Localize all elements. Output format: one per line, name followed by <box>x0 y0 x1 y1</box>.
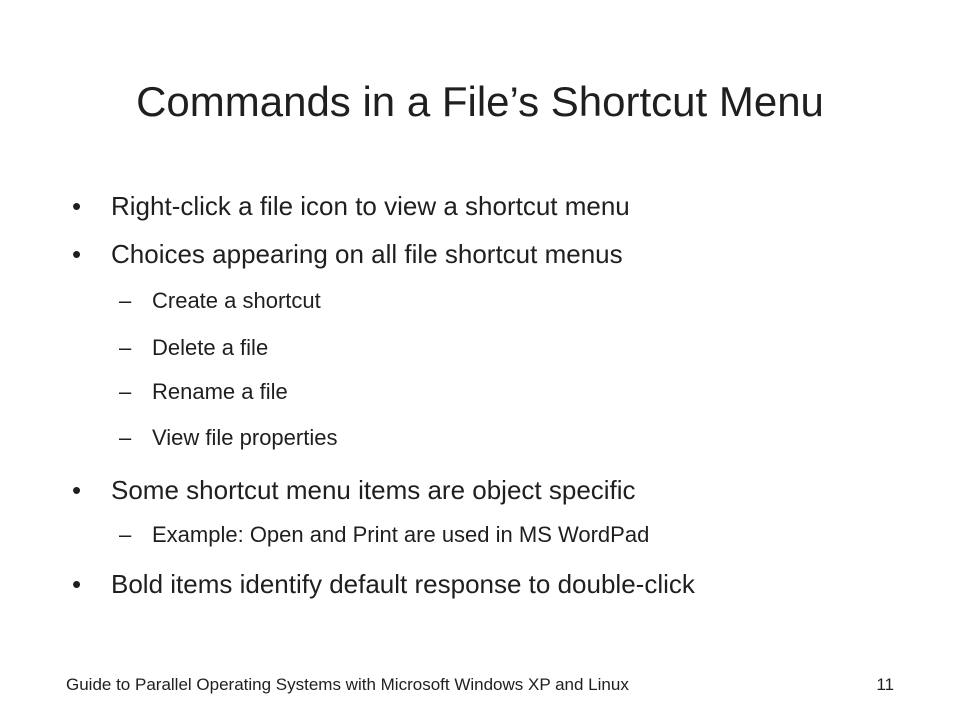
sub-bullet-marker: – <box>119 335 132 360</box>
sub-bullet-text: View file properties <box>152 425 338 450</box>
sub-bullet-text: Create a shortcut <box>152 288 321 313</box>
sub-bullet-text: Example: Open and Print are used in MS WordPad <box>152 522 650 547</box>
bullet-marker: • <box>72 475 82 505</box>
bullet-text: Choices appearing on all file shortcut menus <box>111 239 623 269</box>
bullet-text: Right-click a file icon to view a shortcut menu <box>111 191 630 221</box>
footer-course-title: Guide to Parallel Operating Systems with Microsoft Windows XP and Linux <box>66 675 629 694</box>
sub-bullet-marker: – <box>119 522 132 547</box>
bullet-text: Bold items identify default response to double-click <box>111 569 695 599</box>
bullet-text: Some shortcut menu items are object specific <box>111 475 636 505</box>
sub-bullet-marker: – <box>119 288 132 313</box>
bullet-marker: • <box>72 191 82 221</box>
sub-bullet-text: Rename a file <box>152 379 288 404</box>
sub-bullet-marker: – <box>119 425 132 450</box>
bullet-marker: • <box>72 569 82 599</box>
bullet-marker: • <box>72 239 82 269</box>
page-number: 11 <box>876 675 894 694</box>
sub-bullet-marker: – <box>119 379 132 404</box>
slide-title: Commands in a File’s Shortcut Menu <box>136 78 824 125</box>
sub-bullet-text: Delete a file <box>152 335 269 360</box>
